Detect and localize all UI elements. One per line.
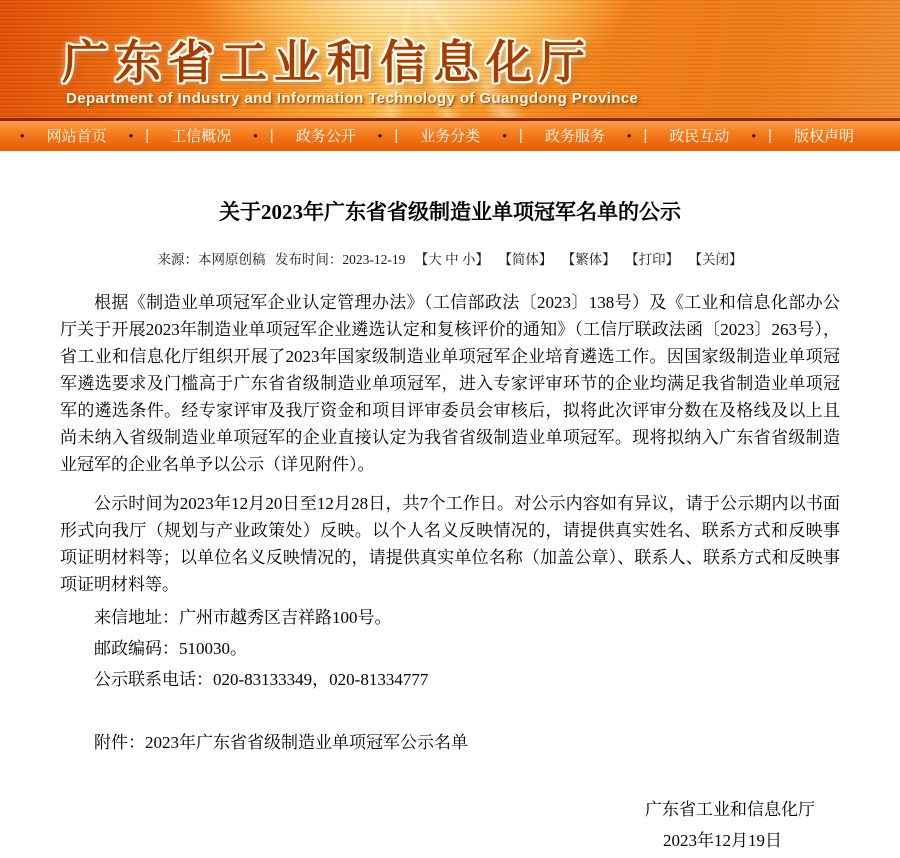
meta-source: 来源：本网原创稿 [157, 252, 266, 267]
site-banner [0, 0, 900, 118]
site-title-english: Department of Industry and Information Technology of Guangdong Province [66, 90, 639, 107]
nav-bullet-icon: • [20, 127, 25, 143]
nav-item-home[interactable]: 网站首页 [46, 127, 107, 145]
site-title: 广东省工业和信息化厅 [62, 36, 592, 88]
simplified-chinese-button[interactable]: 【简体】 [498, 252, 553, 267]
nav-separator: | [768, 126, 772, 144]
nav-separator: | [145, 126, 150, 144]
article-paragraph: 根据《制造业单项冠军企业认定管理办法》（工信部政法〔2023〕138号）及《工业和信息化部办公厅关于开展2023年制造业单项冠军企业遴选认定和复核评价的通知》（工信厅联政法函〔2023〕263号），省工业和信息化厅组织开展了2023年国家级制造业单项冠军企业培育遴选工作。因国家级制造业单项冠军遴选要求及门槛高于广东省省级制造业单项冠军，进入专家评审环节的企业均满足我省制造业单项冠军的遴选条件。经专家评审及我厅资金和项目评审委员会审核后，拟将此次评审分数在及格线及以上且尚未纳入省级制造业单项冠军的企业直接认定为我省省级制造业单项冠军。现将拟纳入广东省省级制造业冠军的企业名单予以公示（详见附件）。 [60, 293, 840, 474]
nav-item-copyright[interactable]: 版权声明 [793, 127, 854, 145]
nav-separator: | [518, 126, 523, 144]
nav-bullet-icon: • [751, 127, 757, 143]
nav-bullet-icon: • [377, 127, 383, 143]
traditional-chinese-button[interactable]: 【繁体】 [561, 252, 616, 267]
attachment-link[interactable]: 附件：2023年广东省省级制造业单项冠军公示名单 [94, 733, 468, 752]
nav-item-overview[interactable]: 工信概况 [171, 127, 232, 145]
article-title: 关于2023年广东省省级制造业单项冠军名单的公示 [219, 200, 681, 224]
close-button[interactable]: 【关闭】 [688, 252, 743, 267]
article-content [0, 199, 900, 853]
meta-publish-time: 发布时间：2023-12-19 [274, 252, 406, 267]
nav-bullet-icon: • [128, 127, 134, 143]
signature-organization: 广东省工业和信息化厅 [645, 800, 815, 819]
font-size-control[interactable]: 【大 中 小】 [414, 252, 489, 267]
nav-separator: | [643, 126, 648, 144]
nav-bullet-icon: • [253, 127, 258, 143]
nav-item-interaction[interactable]: 政民互动 [669, 127, 730, 145]
contact-block [60, 604, 840, 693]
nav-bullet-icon: • [502, 127, 507, 143]
article-meta [60, 251, 840, 269]
contact-phone: 公示联系电话：020-83133349，020-81334777 [94, 670, 429, 689]
nav-bullet-icon: • [626, 127, 632, 143]
signature-block [60, 796, 840, 853]
nav-item-gov-affairs[interactable]: 政务公开 [295, 127, 356, 145]
print-button[interactable]: 【打印】 [625, 252, 680, 267]
nav-item-business[interactable]: 业务分类 [420, 127, 481, 145]
nav-separator: | [269, 126, 274, 144]
main-nav [0, 118, 900, 151]
article-paragraph: 公示时间为2023年12月20日至12月28日，共7个工作日。对公示内容如有异议，请于公示期内以书面形式向我厅（规划与产业政策处）反映。以个人名义反映情况的，请提供真实姓名、联系方式和反映事项证明材料等；以单位名义反映情况的，请提供真实单位名称（加盖公章）、联系人、联系方式和反映事项证明材料等。 [60, 494, 840, 594]
nav-separator: | [394, 126, 399, 144]
contact-address: 来信地址：广州市越秀区吉祥路100号。 [94, 608, 392, 627]
contact-postcode: 邮政编码：510030。 [94, 639, 247, 658]
signature-date: 2023年12月19日 [663, 831, 782, 850]
nav-item-services[interactable]: 政务服务 [544, 127, 605, 145]
